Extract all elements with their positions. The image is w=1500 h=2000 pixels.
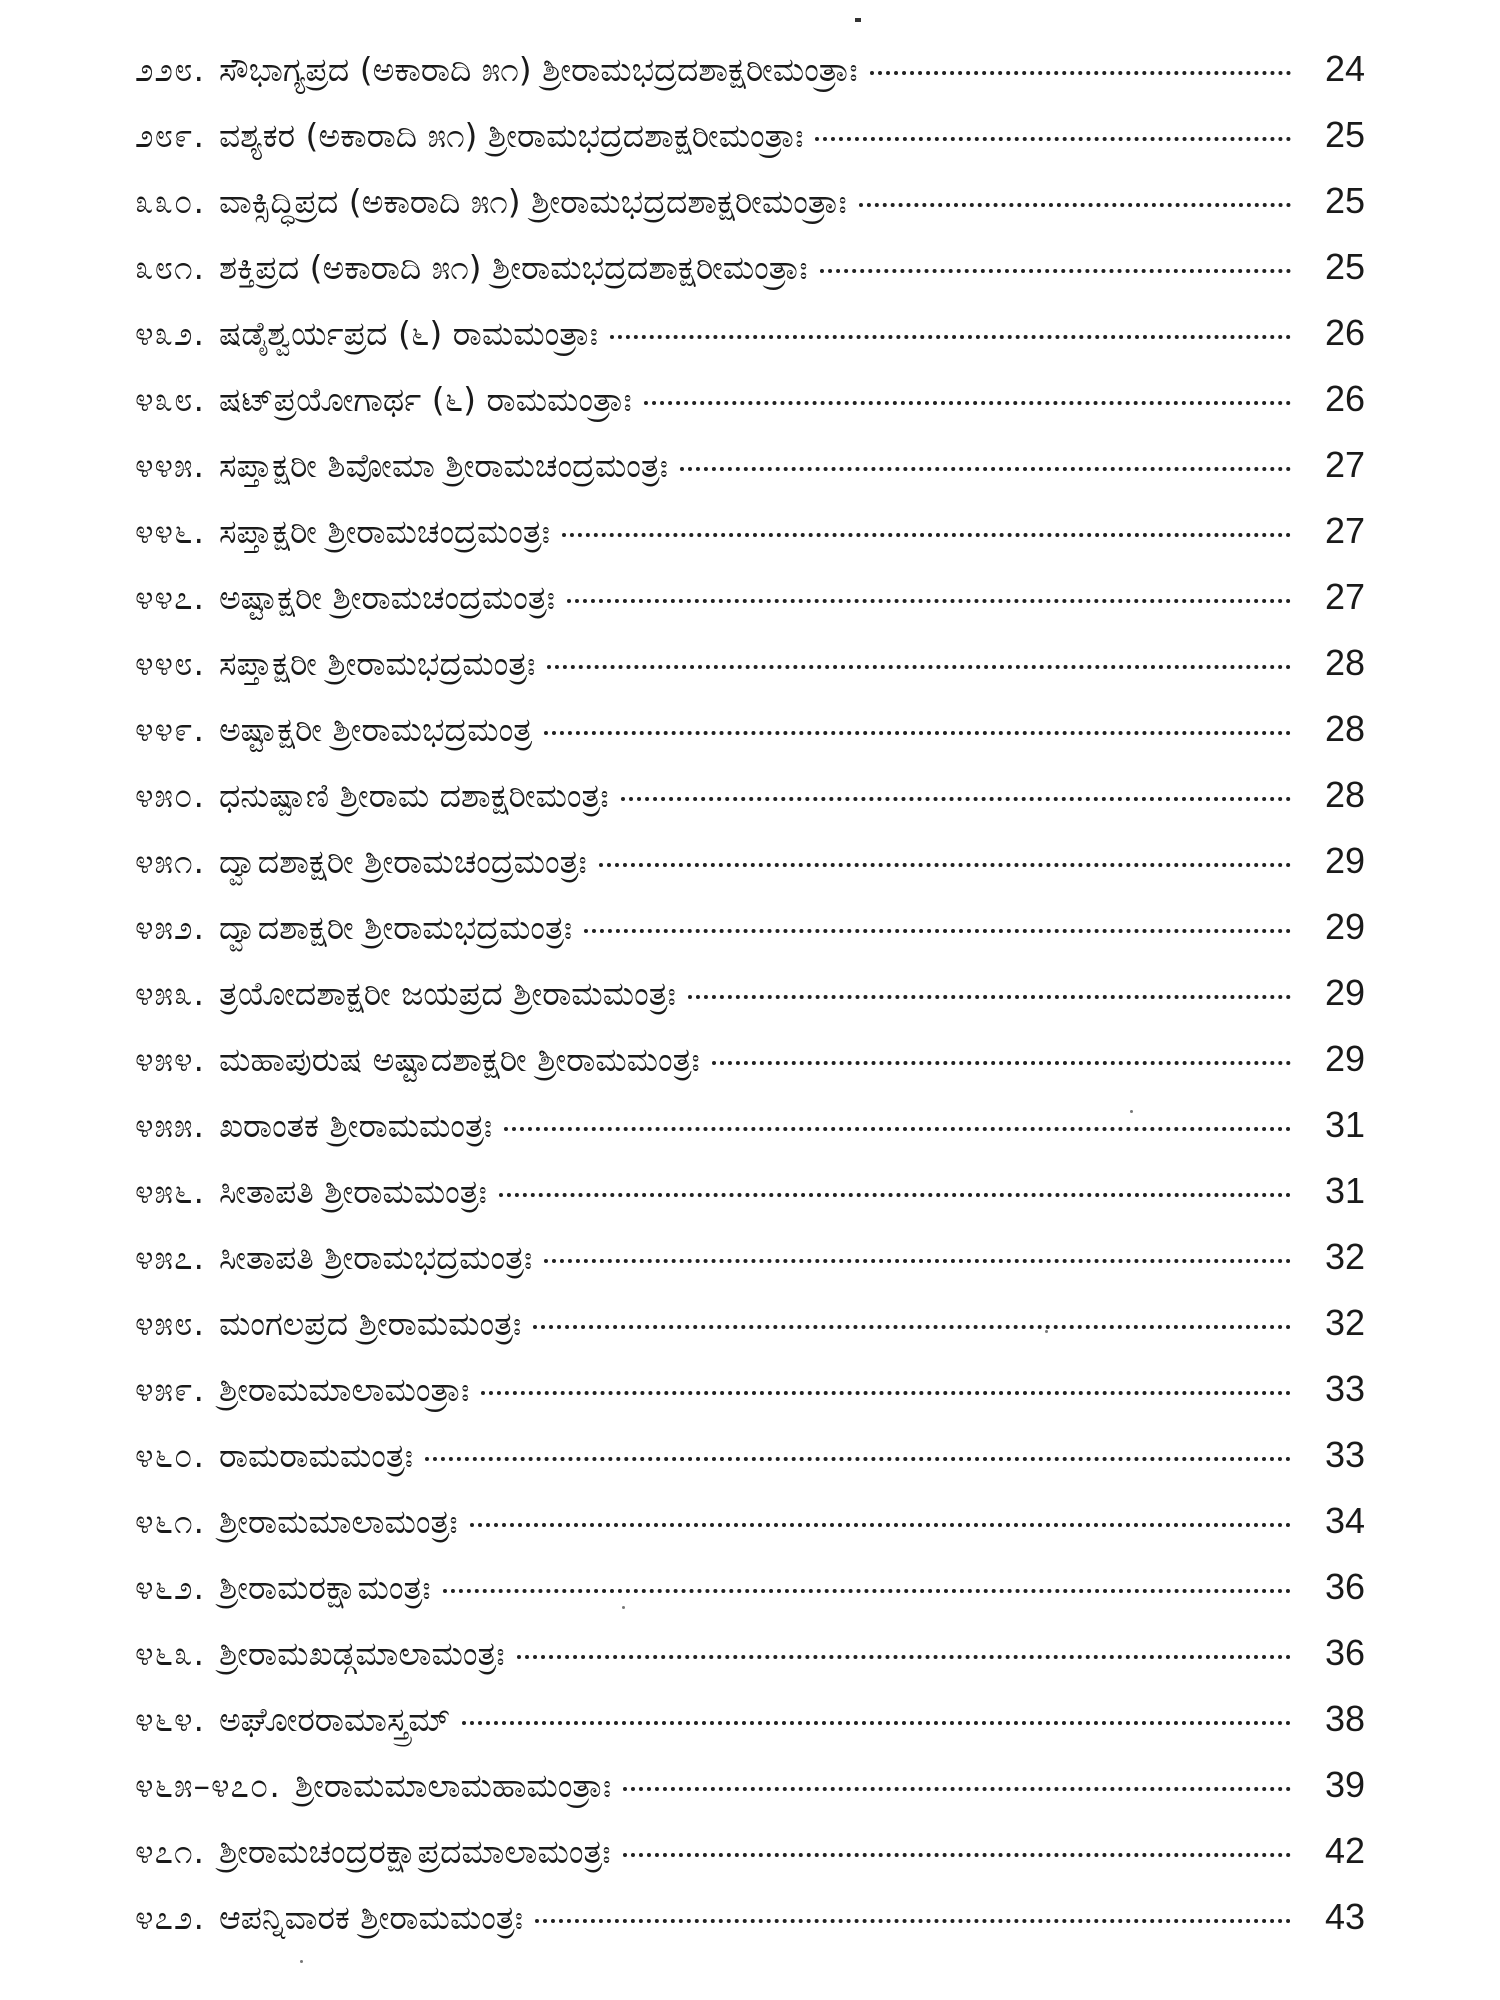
dot-leader [610,335,1291,339]
toc-entry [135,972,1365,1038]
entry-number: ೪೬೫–೪೭೦. [135,1766,281,1805]
entry-title: ಮಂಗಲಪ್ರದ ಶ್ರೀರಾಮಮಂತ್ರಃ [218,1304,522,1343]
dot-leader [567,599,1291,603]
dot-leader [815,137,1291,141]
entry-page-number: 25 [1324,114,1365,155]
scan-speck [1130,1110,1133,1113]
toc-entry [135,1566,1365,1632]
scan-speck [622,1606,625,1609]
entry-title: ತ್ರಯೋದಶಾಕ್ಷರೀ ಜಯಪ್ರದ ಶ್ರೀರಾಮಮಂತ್ರಃ [218,974,676,1013]
toc-entry [135,1104,1365,1170]
toc-entry [135,1500,1365,1566]
toc-entry [135,312,1365,378]
toc-entry [135,246,1365,312]
entry-title: ಧನುಷ್ಪಾಣಿ ಶ್ರೀರಾಮ ದಶಾಕ್ಷರೀಮಂತ್ರಃ [218,776,609,815]
dot-leader [462,1721,1291,1725]
toc-entry [135,840,1365,906]
toc-entry [135,114,1365,180]
entry-page-number: 25 [1324,180,1365,221]
entry-title: ಶಕ್ತಿಪ್ರದ (ಅಕಾರಾದಿ ೫೧) ಶ್ರೀರಾಮಭದ್ರದಶಾಕ್ಷರೀಮಂತ್ರಾಃ [218,248,808,287]
entry-number: ೪೬೧. [135,1502,205,1541]
entry-page-number: 28 [1324,642,1365,683]
toc-entry [135,1830,1365,1896]
dot-leader [584,929,1291,933]
dot-leader [470,1523,1291,1527]
dot-leader [517,1655,1291,1659]
dot-leader [562,533,1291,537]
entry-number: ೪೭೨. [135,1898,205,1937]
entry-number: ೪೫೫. [135,1106,205,1145]
dot-leader [820,269,1291,273]
top-print-mark [855,18,861,22]
dot-leader [499,1193,1291,1197]
entry-number: ೪೬೪. [135,1700,205,1739]
dot-leader [443,1589,1291,1593]
toc-entry [135,774,1365,840]
entry-page-number: 32 [1324,1236,1365,1277]
entry-number: ೪೪೫. [135,446,205,485]
dot-leader [535,1919,1291,1923]
entry-number: ೪೩೮. [135,380,205,419]
entry-page-number: 27 [1324,576,1365,617]
dot-leader [644,401,1291,405]
entry-title: ರಾಮರಾಮಮಂತ್ರಃ [218,1436,414,1475]
entry-title: ಮಹಾಪುರುಷ ಅಷ್ಟಾದಶಾಕ್ಷರೀ ಶ್ರೀರಾಮಮಂತ್ರಃ [218,1040,700,1079]
entry-number: ೪೬೦. [135,1436,205,1475]
entry-number: ೪೪೯. [135,710,205,749]
toc-entry [135,444,1365,510]
entry-page-number: 36 [1324,1566,1365,1607]
entry-number: ೪೪೭. [135,578,205,617]
entry-page-number: 27 [1324,444,1365,485]
entry-title: ದ್ವಾದಶಾಕ್ಷರೀ ಶ್ರೀರಾಮಭದ್ರಮಂತ್ರಃ [218,908,573,947]
toc-entry [135,1170,1365,1236]
entry-page-number: 26 [1324,312,1365,353]
dot-leader [688,995,1291,999]
entry-number: ೪೫೩. [135,974,205,1013]
dot-leader [599,863,1291,867]
entry-title: ಅಷ್ಟಾಕ್ಷರೀ ಶ್ರೀರಾಮಭದ್ರಮಂತ್ರ [218,710,533,749]
entry-title: ಸಪ್ತಾಕ್ಷರೀ ಶಿವೋಮಾ ಶ್ರೀರಾಮಚಂದ್ರಮಂತ್ರಃ [218,446,668,485]
dot-leader [544,1259,1291,1263]
entry-number: ೪೫೧. [135,842,205,881]
dot-leader [623,1787,1291,1791]
entry-title: ಸೀತಾಪತಿ ಶ್ರೀರಾಮಮಂತ್ರಃ [218,1172,487,1211]
entry-title: ಶ್ರೀರಾಮಖಡ್ಗಮಾಲಾಮಂತ್ರಃ [218,1634,505,1673]
entry-page-number: 38 [1324,1698,1365,1739]
entry-title: ಶ್ರೀರಾಮಮಾಲಾಮಂತ್ರಃ [218,1502,458,1541]
entry-number: ೪೫೭. [135,1238,205,1277]
entry-title: ಅಘೋರರಾಮಾಸ್ತ್ರಮ್ [218,1700,451,1739]
entry-number: ೩೮೧. [135,248,205,287]
toc-entry [135,510,1365,576]
entry-number: ೪೫೦. [135,776,205,815]
entry-page-number: 39 [1324,1764,1365,1805]
dot-leader [870,71,1291,75]
entry-number: ೪೫೨. [135,908,205,947]
entry-page-number: 31 [1324,1170,1365,1211]
entry-title: ಷಟ್‌ಪ್ರಯೋಗಾರ್ಥ (೬) ರಾಮಮಂತ್ರಾಃ [218,380,632,419]
toc-entry [135,48,1365,114]
entry-page-number: 24 [1324,48,1365,89]
entry-page-number: 36 [1324,1632,1365,1673]
toc-entry [135,1302,1365,1368]
entry-page-number: 25 [1324,246,1365,287]
dot-leader [547,665,1291,669]
entry-title: ಶ್ರೀರಾಮರಕ್ಷಾಮಂತ್ರಃ [218,1568,431,1607]
scan-speck [300,1960,303,1963]
entry-number: ೨೨೮. [135,50,205,89]
toc-entry [135,1236,1365,1302]
entry-title: ಅಷ್ಟಾಕ್ಷರೀ ಶ್ರೀರಾಮಚಂದ್ರಮಂತ್ರಃ [218,578,556,617]
dot-leader [425,1457,1291,1461]
entry-title: ವಾಕ್ಸಿದ್ಧಿಪ್ರದ (ಅಕಾರಾದಿ ೫೧) ಶ್ರೀರಾಮಭದ್ರದಶಾಕ್ಷರೀಮಂತ್ರಾಃ [218,182,847,221]
table-of-contents [135,48,1365,1962]
dot-leader [623,1853,1291,1857]
entry-page-number: 42 [1324,1830,1365,1871]
entry-page-number: 29 [1324,1038,1365,1079]
toc-entry [135,1038,1365,1104]
toc-entry [135,1698,1365,1764]
entry-page-number: 31 [1324,1104,1365,1145]
scan-speck [1045,1330,1048,1333]
dot-leader [621,797,1291,801]
entry-page-number: 29 [1324,906,1365,947]
toc-entry [135,378,1365,444]
toc-entry [135,576,1365,642]
entry-title: ಆಪನ್ನಿವಾರಕ ಶ್ರೀರಾಮಮಂತ್ರಃ [218,1898,523,1937]
entry-number: ೪೭೧. [135,1832,205,1871]
toc-entry [135,906,1365,972]
entry-number: ೪೪೬. [135,512,205,551]
entry-number: ೪೫೮. [135,1304,205,1343]
entry-number: ೪೬೩. [135,1634,205,1673]
entry-page-number: 33 [1324,1368,1365,1409]
entry-title: ಸಪ್ತಾಕ್ಷರೀ ಶ್ರೀರಾಮಭದ್ರಮಂತ್ರಃ [218,644,536,683]
entry-page-number: 28 [1324,774,1365,815]
dot-leader [680,467,1291,471]
entry-title: ಸಪ್ತಾಕ್ಷರೀ ಶ್ರೀರಾಮಚಂದ್ರಮಂತ್ರಃ [218,512,550,551]
dot-leader [544,731,1291,735]
entry-title: ವಶ್ಯಕರ (ಅಕಾರಾದಿ ೫೧) ಶ್ರೀರಾಮಭದ್ರದಶಾಕ್ಷರೀಮಂತ್ರಾಃ [218,116,804,155]
entry-number: ೩೩೦. [135,182,205,221]
entry-number: ೪೫೪. [135,1040,205,1079]
toc-entry [135,1896,1365,1962]
entry-page-number: 29 [1324,840,1365,881]
toc-entry [135,642,1365,708]
entry-number: ೪೫೬. [135,1172,205,1211]
entry-page-number: 29 [1324,972,1365,1013]
dot-leader [533,1325,1291,1329]
dot-leader [504,1127,1291,1131]
entry-title: ಖರಾಂತಕ ಶ್ರೀರಾಮಮಂತ್ರಃ [218,1106,493,1145]
dot-leader [481,1391,1291,1395]
toc-entry [135,180,1365,246]
toc-entry [135,1368,1365,1434]
entry-title: ಶ್ರೀರಾಮಮಾಲಾಮಂತ್ರಾಃ [218,1370,470,1409]
entry-number: ೪೪೮. [135,644,205,683]
entry-page-number: 34 [1324,1500,1365,1541]
entry-title: ದ್ವಾದಶಾಕ್ಷರೀ ಶ್ರೀರಾಮಚಂದ್ರಮಂತ್ರಃ [218,842,587,881]
entry-number: ೪೫೯. [135,1370,205,1409]
toc-entry [135,1632,1365,1698]
entry-page-number: 32 [1324,1302,1365,1343]
toc-entry [135,1764,1365,1830]
entry-title: ಶ್ರೀರಾಮಮಾಲಾಮಹಾಮಂತ್ರಾಃ [294,1766,612,1805]
entry-number: ೪೩೨. [135,314,205,353]
entry-page-number: 26 [1324,378,1365,419]
entry-page-number: 28 [1324,708,1365,749]
toc-entry [135,1434,1365,1500]
toc-entry [135,708,1365,774]
entry-title: ಸೀತಾಪತಿ ಶ್ರೀರಾಮಭದ್ರಮಂತ್ರಃ [218,1238,533,1277]
entry-number: ೨೮೯. [135,116,205,155]
entry-number: ೪೬೨. [135,1568,205,1607]
entry-page-number: 33 [1324,1434,1365,1475]
entry-title: ಷಡೈಶ್ವರ್ಯಪ್ರದ (೬) ರಾಮಮಂತ್ರಾಃ [218,314,599,353]
entry-title: ಸೌಭಾಗ್ಯಪ್ರದ (ಅಕಾರಾದಿ ೫೧) ಶ್ರೀರಾಮಭದ್ರದಶಾಕ್ಷರೀಮಂತ್ರಾಃ [218,50,858,89]
dot-leader [859,203,1291,207]
entry-title: ಶ್ರೀರಾಮಚಂದ್ರರಕ್ಷಾಪ್ರದಮಾಲಾಮಂತ್ರಃ [218,1832,611,1871]
entry-page-number: 43 [1324,1896,1365,1937]
dot-leader [712,1061,1291,1065]
entry-page-number: 27 [1324,510,1365,551]
